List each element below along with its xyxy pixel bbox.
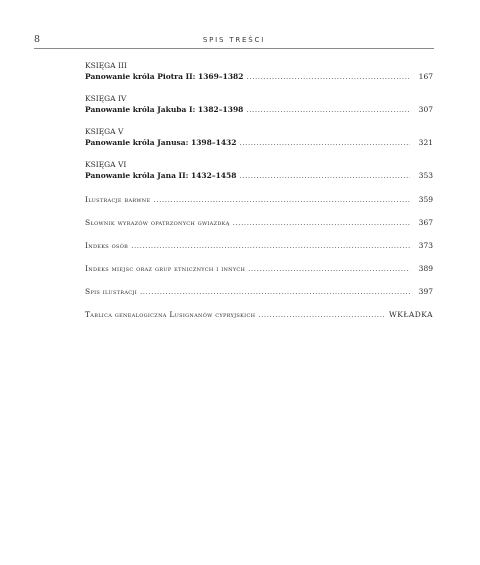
- dot-leader: [258, 310, 386, 321]
- entry-page-number: WKŁADKA: [389, 310, 433, 319]
- toc-book-entry: [85, 126, 433, 148]
- entry-page-number: 367: [418, 218, 433, 227]
- toc-section-entry: [85, 217, 433, 229]
- entry-title: Indeks miejsc oraz grup etnicznych i innych: [85, 264, 246, 273]
- dot-leader: [131, 241, 410, 252]
- dot-leader: [153, 195, 410, 206]
- toc-entry: [85, 170, 433, 181]
- dot-leader: [233, 218, 410, 229]
- dot-leader: [240, 139, 411, 147]
- toc-section-entry: [85, 286, 433, 298]
- entry-title: Tablica genealogiczna Lusignanów cypryjskich: [85, 310, 256, 319]
- book-label: KSIĘGA VI: [85, 160, 127, 169]
- entry-title: Panowanie króla Jana II: 1432–1458: [85, 171, 237, 180]
- entry-page-number: 373: [418, 241, 433, 250]
- toc-entry: [85, 71, 433, 82]
- dot-leader: [140, 287, 410, 298]
- entry-title: Spis ilustracji: [85, 287, 137, 296]
- entry-title: Panowanie króla Piotra II: 1369–1382: [85, 72, 244, 81]
- entry-title: Ilustracje barwne: [85, 195, 151, 204]
- toc-entry: [85, 104, 433, 115]
- dot-leader: [248, 264, 410, 275]
- entry-title: Słownik wyrazów opatrzonych gwiazdką: [85, 218, 230, 227]
- entry-title: Panowanie króla Jakuba I: 1382–1398: [85, 105, 244, 114]
- entry-page-number: 167: [418, 72, 433, 81]
- dot-leader: [239, 172, 410, 180]
- toc-book-entry: [85, 93, 433, 115]
- entry-page-number: 359: [418, 195, 433, 204]
- table-of-contents: [85, 60, 433, 332]
- entry-page-number: 307: [418, 105, 433, 114]
- toc-book-entry: [85, 159, 433, 181]
- entry-page-number: 321: [418, 138, 433, 147]
- entry-page-number: 389: [418, 264, 433, 273]
- page-header: [34, 34, 434, 49]
- toc-book-entry: [85, 60, 433, 82]
- toc-section-entry: [85, 240, 433, 252]
- entry-title: Indeks osób: [85, 241, 129, 250]
- entry-title: Panowanie króla Janusa: 1398–1432: [85, 138, 237, 147]
- page-number: 8: [34, 34, 41, 45]
- entry-page-number: 397: [418, 287, 433, 296]
- book-label: KSIĘGA V: [85, 127, 124, 136]
- dot-leader: [247, 73, 411, 81]
- toc-entry: [85, 137, 433, 148]
- dot-leader: [246, 106, 410, 114]
- running-title: SPIS TREŚCI: [202, 36, 266, 44]
- toc-section-entry: [85, 309, 433, 321]
- entry-page-number: 353: [418, 171, 433, 180]
- book-label: KSIĘGA IV: [85, 94, 127, 103]
- toc-section-entry: [85, 194, 433, 206]
- book-label: KSIĘGA III: [85, 61, 127, 70]
- toc-section-entry: [85, 263, 433, 275]
